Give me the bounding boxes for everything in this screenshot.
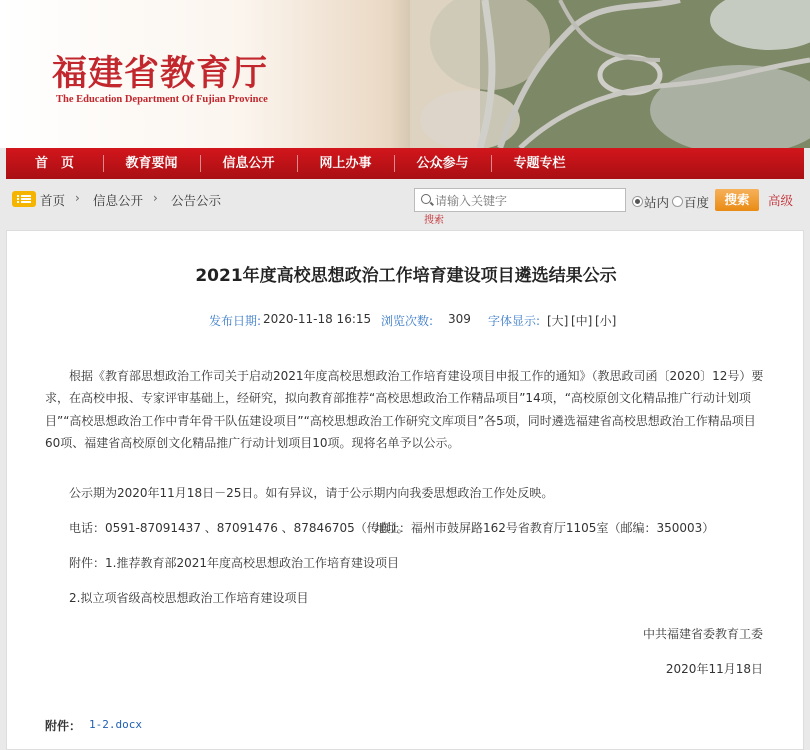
nav-news[interactable]: 教育要闻 bbox=[103, 148, 200, 179]
advanced-search-link[interactable]: 高级 bbox=[768, 193, 794, 208]
site-logo-subtitle: The Education Department Of Fujian Province bbox=[56, 94, 268, 105]
breadcrumb-separator: › bbox=[75, 191, 80, 205]
contact-phone: 电话：0591-87091437 、87091476 、87846705（传真）。 bbox=[69, 521, 409, 535]
search-input-box[interactable] bbox=[414, 188, 626, 212]
scope-baidu-label: 百度 bbox=[684, 195, 710, 210]
attachment-link[interactable]: 1-2.docx bbox=[89, 718, 142, 731]
signature-date: 2020年11月18日 bbox=[665, 662, 763, 676]
annex-item-2: 2.拟立项省级高校思想政治工作培育建设项目 bbox=[69, 591, 309, 605]
views-label: 浏览次数: bbox=[381, 314, 434, 328]
article-title: 2021年度高校思想政治工作培育建设项目遴选结果公示 bbox=[195, 266, 617, 286]
header-banner bbox=[0, 0, 810, 148]
article-paragraph: 公示期为2020年11月18日－25日。如有异议，请于公示期内向我委思想政治工作处反映。 bbox=[69, 486, 554, 500]
nav-topics[interactable]: 专题专栏 bbox=[491, 148, 588, 179]
views-count: 309 bbox=[448, 312, 471, 326]
article-panel bbox=[6, 230, 804, 750]
font-large-button[interactable]: [大] bbox=[547, 314, 569, 328]
main-nav bbox=[6, 148, 804, 179]
signature: 中共福建省委教育工委 bbox=[642, 627, 763, 641]
search-button[interactable]: 搜索 bbox=[715, 189, 759, 211]
contact-address: 地址：福州市鼓屏路162号省教育厅1105室（邮编：350003） bbox=[375, 521, 715, 535]
nav-online-service[interactable]: 网上办事 bbox=[297, 148, 394, 179]
nav-participation[interactable]: 公众参与 bbox=[394, 148, 491, 179]
breadcrumb-home[interactable]: 首页 bbox=[40, 193, 66, 208]
aerial-highway-image bbox=[410, 0, 810, 148]
breadcrumb-announcements[interactable]: 公告公示 bbox=[171, 193, 222, 208]
search-hint: 搜索 bbox=[424, 215, 444, 226]
publish-date-label: 发布日期: bbox=[209, 314, 262, 328]
search-input[interactable] bbox=[433, 191, 622, 211]
nav-home[interactable]: 首 页 bbox=[34, 156, 74, 171]
site-logo-text[interactable]: 福建省教育厅 bbox=[52, 53, 269, 94]
nav-info-public[interactable]: 信息公开 bbox=[200, 148, 297, 179]
scope-site-label: 站内 bbox=[644, 195, 670, 210]
publish-date: 2020-11-18 16:15 bbox=[263, 312, 372, 326]
scope-baidu-radio[interactable] bbox=[672, 196, 683, 207]
search-icon bbox=[421, 194, 431, 204]
list-icon bbox=[12, 191, 36, 207]
scope-site-radio[interactable] bbox=[632, 196, 643, 207]
article-paragraph: 根据《教育部思想政治工作司关于启动2021年度高校思想政治工作培育建设项目申报工作的通知》（教思政司函〔2020〕12号）要求，在高校申报、专家评审基础上，经研究，拟向教育部推荐“高校思想政治工作精品项目”14项，“高校原创文化精品推广行动计划项目”“高校思想政治工作中青年骨干队伍建设项目”“高校思想政治工作研究文库项目”各5项，同时遴选福建省高校思想政治工作精品项目60项、福建省高校原创文化精品推广行动计划项目10项。现将名单予以公示。 bbox=[45, 369, 764, 450]
font-small-button[interactable]: [小] bbox=[595, 314, 617, 328]
article-body bbox=[45, 365, 767, 454]
attachment-label: 附件： bbox=[45, 719, 82, 733]
breadcrumb-separator: › bbox=[153, 191, 158, 205]
breadcrumb-info-public[interactable]: 信息公开 bbox=[93, 193, 144, 208]
annex-item-1: 附件：1.推荐教育部2021年度高校思想政治工作培育建设项目 bbox=[69, 556, 399, 570]
font-size-label: 字体显示: bbox=[488, 314, 541, 328]
font-medium-button[interactable]: [中] bbox=[571, 314, 593, 328]
